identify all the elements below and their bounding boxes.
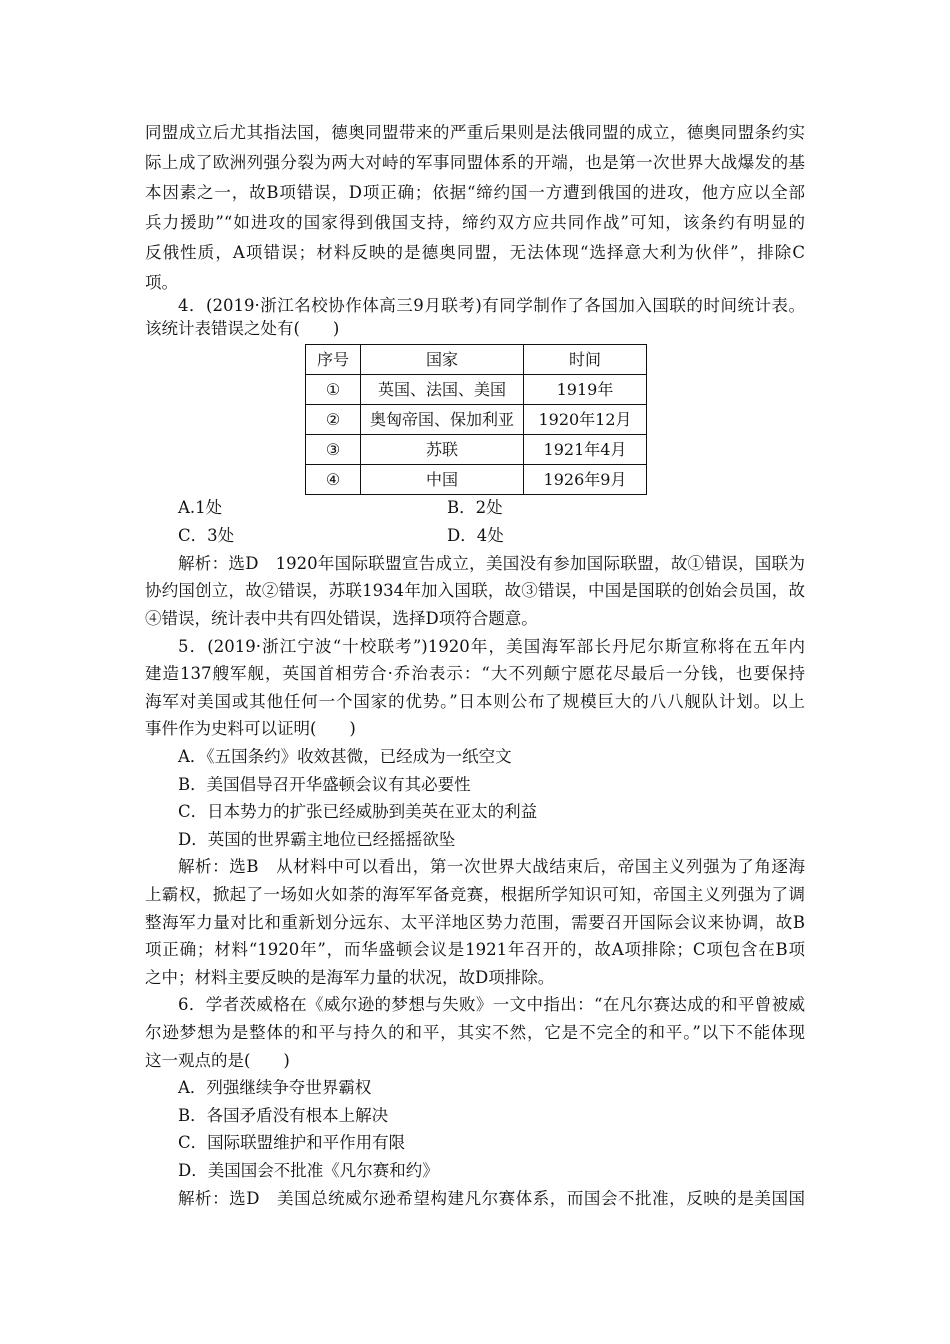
q4-analysis: 协约国创立，故②错误，苏联1934年加入国联，故③错误，中国是国联的创始会员国，故 bbox=[145, 581, 805, 600]
q6-option-a: A．列强继续争夺世界霸权 bbox=[178, 1078, 372, 1097]
paragraph-line: 项。 bbox=[145, 273, 178, 292]
q5-option-b: B．美国倡导召开华盛顿会议有其必要性 bbox=[178, 775, 471, 794]
table-cell: 1919年 bbox=[524, 375, 647, 405]
table-cell: ① bbox=[306, 375, 361, 405]
q5-analysis: 之中；材料主要反映的是海军力量的状况，故D项排除。 bbox=[145, 968, 555, 987]
table-row bbox=[306, 375, 647, 405]
table-row bbox=[306, 405, 647, 435]
table-header: 国家 bbox=[361, 345, 524, 375]
q6-option-b: B．各国矛盾没有根本上解决 bbox=[178, 1106, 389, 1125]
table-row bbox=[306, 435, 647, 465]
table-row bbox=[306, 465, 647, 495]
table-cell: 中国 bbox=[361, 465, 524, 495]
q6-analysis: 解析：选D 美国总统威尔逊希望构建凡尔赛体系，而国会不批准，反映的是美国国 bbox=[178, 1189, 805, 1208]
table-cell: ③ bbox=[306, 435, 361, 465]
paragraph-line: 兵力援助”“如进攻的国家得到俄国支持，缔约双方应共同作战”可知，该条约有明显的 bbox=[145, 213, 805, 232]
paragraph-line: 际上成了欧洲列强分裂为两大对峙的军事同盟体系的开端，也是第一次世界大战爆发的基 bbox=[145, 153, 805, 172]
q5-analysis: 项正确；材料“1920年”，而华盛顿会议是1921年召开的，故A项排除；C项包含在B项 bbox=[145, 940, 805, 959]
table-cell: 英国、法国、美国 bbox=[361, 375, 524, 405]
table-cell: 1926年9月 bbox=[524, 465, 647, 495]
table-cell: ④ bbox=[306, 465, 361, 495]
q5-option-c: C．日本势力的扩张已经威胁到美英在亚太的利益 bbox=[178, 802, 538, 821]
q4-stem: 4．(2019·浙江名校协作体高三9月联考)有同学制作了各国加入国联的时间统计表。 bbox=[178, 296, 805, 315]
paragraph-line: 反俄性质，A项错误；材料反映的是德奥同盟，无法体现“选择意大利为伙伴”，排除C bbox=[145, 243, 805, 262]
q4-option-c: C．3处 bbox=[178, 526, 235, 545]
q4-stem: 该统计表错误之处有( ) bbox=[145, 319, 340, 338]
q4-option-b: B．2处 bbox=[447, 498, 503, 517]
table-header-row bbox=[306, 345, 647, 375]
q5-stem: 建造137艘军舰，英国首相劳合·乔治表示：“大不列颠宁愿花尽最后一分钱，也要保持 bbox=[145, 664, 805, 683]
q5-stem: 事件作为史料可以证明( ) bbox=[145, 719, 356, 738]
paragraph-line: 同盟成立后尤其指法国，德奥同盟带来的严重后果则是法俄同盟的成立，德奥同盟条约实 bbox=[145, 123, 805, 142]
q6-option-c: C．国际联盟维护和平作用有限 bbox=[178, 1133, 406, 1152]
q5-stem: 5．(2019·浙江宁波“十校联考”)1920年，美国海军部长丹尼尔斯宣称将在五年内 bbox=[178, 637, 805, 656]
league-membership-table bbox=[305, 344, 647, 495]
table-cell: 奥匈帝国、保加利亚 bbox=[361, 405, 524, 435]
q5-option-a: A．《五国条约》收效甚微，已经成为一纸空文 bbox=[178, 747, 512, 766]
table-cell: 苏联 bbox=[361, 435, 524, 465]
q6-stem: 6．学者茨威格在《威尔逊的梦想与失败》一文中指出：“在凡尔赛达成的和平曾被威 bbox=[178, 995, 805, 1014]
table-header: 时间 bbox=[524, 345, 647, 375]
q6-stem: 这一观点的是( ) bbox=[145, 1051, 290, 1070]
q4-option-d: D．4处 bbox=[447, 526, 504, 545]
q4-analysis: ④错误，统计表中共有四处错误，选择D项符合题意。 bbox=[145, 609, 538, 628]
q4-analysis: 解析：选D 1920年国际联盟宣告成立，美国没有参加国际联盟，故①错误，国联为 bbox=[178, 554, 805, 573]
table-cell: ② bbox=[306, 405, 361, 435]
table-header: 序号 bbox=[306, 345, 361, 375]
q5-analysis: 整海军力量对比和重新划分远东、太平洋地区势力范围，需要召开国际会议来协调，故B bbox=[145, 913, 805, 932]
q6-option-d: D．美国国会不批准《凡尔赛和约》 bbox=[178, 1161, 439, 1180]
q5-stem: 海军对美国或其他任何一个国家的优势。”日本则公布了规模巨大的八八舰队计划。以上 bbox=[145, 692, 805, 711]
table-cell: 1921年4月 bbox=[524, 435, 647, 465]
q4-option-a: A.1处 bbox=[178, 498, 223, 517]
q5-option-d: D．英国的世界霸主地位已经摇摇欲坠 bbox=[178, 830, 456, 849]
q5-analysis: 解析：选B 从材料中可以看出，第一次世界大战结束后，帝国主义列强为了角逐海 bbox=[178, 857, 805, 876]
paragraph-line: 本因素之一，故B项错误，D项正确；依据“缔约国一方遭到俄国的进攻，他方应以全部 bbox=[145, 183, 805, 202]
table-cell: 1920年12月 bbox=[524, 405, 647, 435]
q6-stem: 尔逊梦想为是整体的和平与持久的和平，其实不然，它是不完全的和平。”以下不能体现 bbox=[145, 1023, 805, 1042]
q5-analysis: 上霸权，掀起了一场如火如荼的海军军备竞赛，根据所学知识可知，帝国主义列强为了调 bbox=[145, 885, 805, 904]
